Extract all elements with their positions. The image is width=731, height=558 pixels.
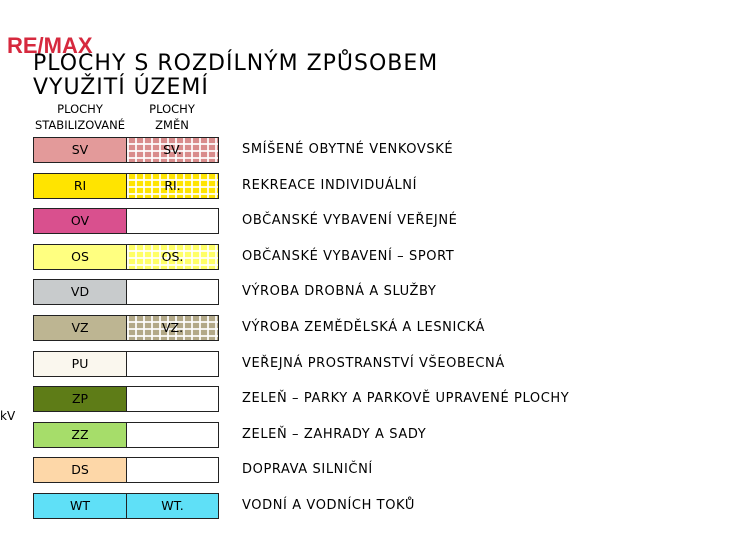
legend-row xyxy=(33,279,723,305)
title-line-2: VYUŽITÍ ÚZEMÍ xyxy=(33,75,209,100)
legend-label: VODNÍ A VODNÍCH TOKŮ xyxy=(242,498,415,513)
swatch-stabilized: OV xyxy=(33,208,127,234)
swatch-change xyxy=(126,386,219,412)
legend-label: SMÍŠENÉ OBYTNÉ VENKOVSKÉ xyxy=(242,142,454,157)
swatch-stabilized: RI xyxy=(33,173,127,199)
swatch-change: RI. xyxy=(126,173,219,199)
side-mark: kV xyxy=(0,409,16,423)
swatch-change xyxy=(126,422,219,448)
header-changes xyxy=(126,101,218,133)
swatch-stabilized: VZ xyxy=(33,315,127,341)
legend-label: ZELEŇ – PARKY A PARKOVĚ UPRAVENÉ PLOCHY xyxy=(242,391,570,406)
header-changes-line-2: ZMĚN xyxy=(155,118,189,132)
swatch-stabilized: WT xyxy=(33,493,127,519)
legend-row xyxy=(33,244,723,270)
legend-row xyxy=(33,351,723,377)
swatch-change: WT. xyxy=(126,493,219,519)
swatch-change xyxy=(126,279,219,305)
swatch-change xyxy=(126,208,219,234)
legend-row xyxy=(33,386,723,412)
legend-row xyxy=(33,208,723,234)
legend-row xyxy=(33,493,723,519)
legend-row xyxy=(33,137,723,163)
swatch-change: SV. xyxy=(126,137,219,163)
swatch-stabilized: PU xyxy=(33,351,127,377)
legend-title xyxy=(33,52,438,100)
legend-row xyxy=(33,422,723,448)
swatch-stabilized: SV xyxy=(33,137,127,163)
legend-label: ZELEŇ – ZAHRADY A SADY xyxy=(242,427,427,442)
legend-row xyxy=(33,457,723,483)
swatch-stabilized: VD xyxy=(33,279,127,305)
swatch-change xyxy=(126,457,219,483)
swatch-stabilized: ZZ xyxy=(33,422,127,448)
header-changes-line-1: PLOCHY xyxy=(149,102,195,116)
swatch-change xyxy=(126,351,219,377)
legend-row xyxy=(33,315,723,341)
legend-label: REKREACE INDIVIDUÁLNÍ xyxy=(242,178,418,193)
legend-label: DOPRAVA SILNIČNÍ xyxy=(242,462,373,477)
header-stabilized-line-1: PLOCHY xyxy=(57,102,103,116)
header-stabilized-line-2: STABILIZOVANÉ xyxy=(35,118,125,132)
header-stabilized xyxy=(22,101,138,133)
swatch-change: VZ. xyxy=(126,315,219,341)
legend-label: OBČANSKÉ VYBAVENÍ – SPORT xyxy=(242,249,455,264)
legend-label: VÝROBA ZEMĚDĚLSKÁ A LESNICKÁ xyxy=(242,320,485,335)
remax-logo: RE/MAX xyxy=(7,33,93,58)
legend-label: VEŘEJNÁ PROSTRANSTVÍ VŠEOBECNÁ xyxy=(242,356,505,371)
swatch-stabilized: ZP xyxy=(33,386,127,412)
swatch-change: OS. xyxy=(126,244,219,270)
legend-row xyxy=(33,173,723,199)
legend-label: VÝROBA DROBNÁ A SLUŽBY xyxy=(242,284,437,299)
legend-label: OBČANSKÉ VYBAVENÍ VEŘEJNÉ xyxy=(242,213,458,228)
swatch-stabilized: DS xyxy=(33,457,127,483)
title-line-1: PLOCHY S ROZDÍLNÝM ZPŮSOBEM xyxy=(33,51,439,76)
swatch-stabilized: OS xyxy=(33,244,127,270)
